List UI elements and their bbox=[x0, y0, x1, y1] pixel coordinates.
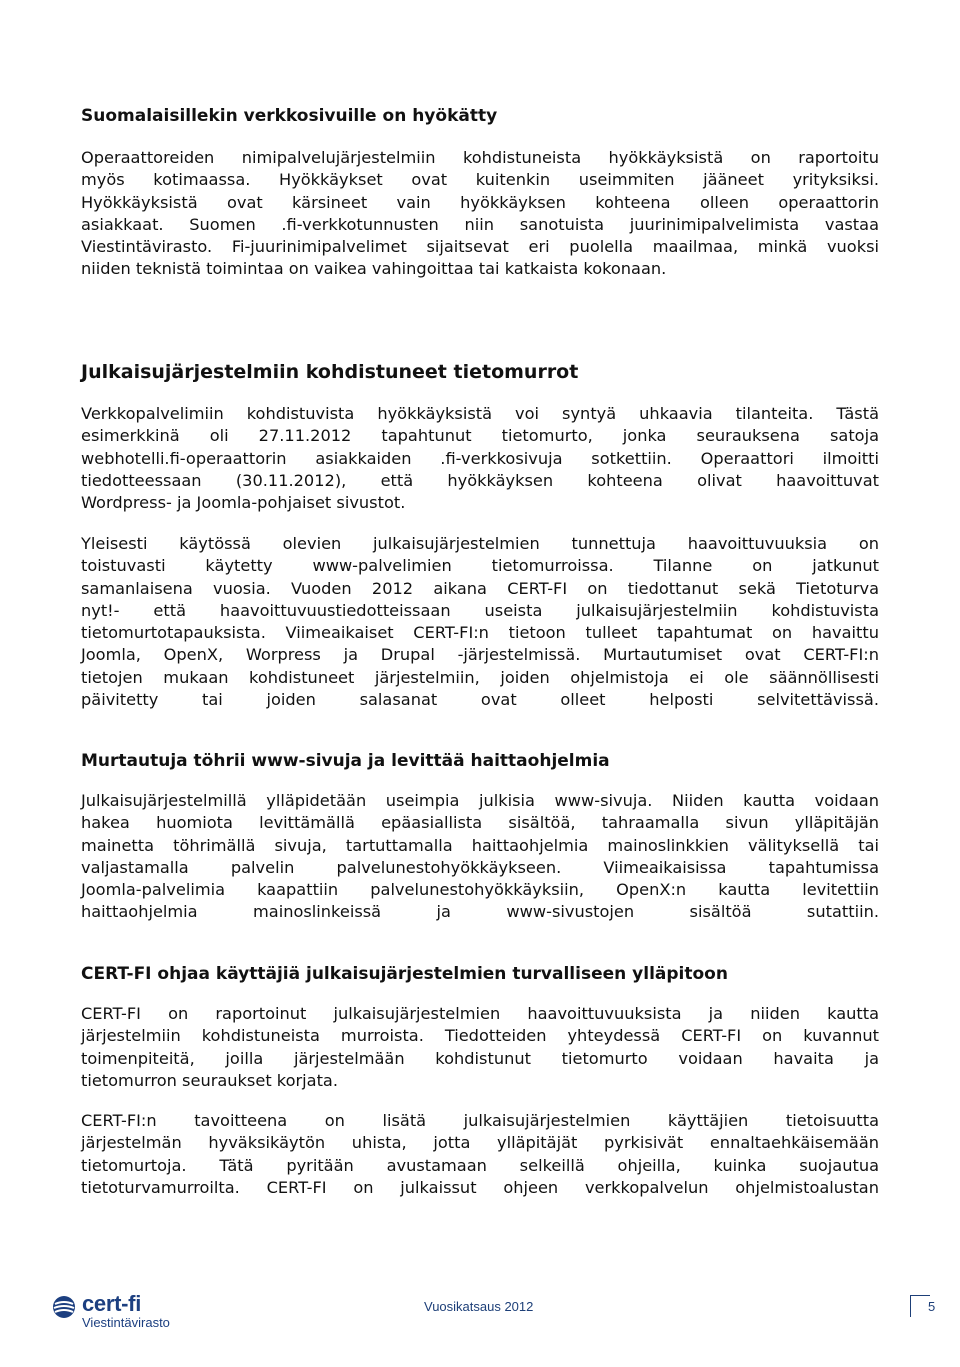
section-heading: CERT-FI ohjaa käyttäjiä julkaisujärjestelmien turvalliseen ylläpitoon bbox=[81, 964, 728, 984]
text-line: järjestelmiin kohdistuneista murroista. Tiedotteiden yhteydessä CERT-FI on kuvannut bbox=[81, 1026, 879, 1046]
paragraph bbox=[81, 1003, 879, 1092]
text-line: webhotelli.fi-operaattorin asiakkaiden .fi-verkkosivuja sotkettiin. Operaattori ilmoitti bbox=[81, 448, 879, 468]
text-line: tietojen mukaan kohdistuneet järjestelmiin, joiden ohjelmistoja ei ole säännöllisesti bbox=[81, 667, 879, 687]
text-line: toimenpiteitä, joilla järjestelmään kohdistunut tietomurto voidaan havaita ja bbox=[81, 1048, 879, 1068]
text-line: esimerkkinä oli 27.11.2012 tapahtunut tietomurto, jonka seurauksena satoja bbox=[81, 426, 879, 446]
cert-fi-logo bbox=[52, 1293, 182, 1329]
text-line: tietomurtotapauksista. Viimeaikaiset CERT-FI:n tietoon tulleet tapahtumat on havaittu bbox=[81, 623, 879, 643]
text-line: päivitetty tai joiden salasanat ovat olleet helposti selvitettävissä. bbox=[81, 690, 879, 710]
text-line: samanlaisena vuosia. Vuoden 2012 aikana CERT-FI on tiedottanut sekä Tietoturva bbox=[81, 578, 879, 598]
section-heading: Suomalaisillekin verkkosivuille on hyökätty bbox=[81, 106, 498, 126]
text-line: järjestelmän hyväksikäytön uhista, jotta ylläpitäjät pyrkisivät ennaltaehkäisemään bbox=[81, 1133, 879, 1153]
text-line: Joomla-palvelimia kaapattiin palvelunestohyökkäyksiin, OpenX:n kautta levitettiin bbox=[81, 880, 879, 900]
text-line: hakea huomiota levittämällä epäasiallista sisältöä, tahraamalla sivun ylläpitäjän bbox=[81, 813, 879, 833]
text-line: nyt!- että haavoittuvuustiedotteissaan useista julkaisujärjestelmiin kohdistuvista bbox=[81, 600, 879, 620]
text-line: Viestintävirasto. Fi-juurinimipalvelimet sijaitsevat eri puolella maailmaa, minkä vuoksi bbox=[81, 237, 879, 257]
text-line: CERT-FI:n tavoitteena on lisätä julkaisujärjestelmien käyttäjien tietoisuutta bbox=[81, 1111, 879, 1130]
text-line: Julkaisujärjestelmillä ylläpidetään useimpia julkisia www-sivuja. Niiden kautta voidaan bbox=[81, 791, 879, 810]
text-line: tietomurron seuraukset korjata. bbox=[81, 1070, 338, 1090]
logo-subtitle: Viestintävirasto bbox=[82, 1315, 170, 1330]
logo-name: cert-fi bbox=[82, 1291, 142, 1316]
paragraph bbox=[81, 1110, 879, 1199]
paragraph bbox=[81, 147, 879, 281]
page-footer bbox=[0, 1285, 960, 1335]
footer-divider bbox=[910, 1295, 930, 1296]
text-line: CERT-FI on raportoinut julkaisujärjestelmien haavoittuvuuksista ja niiden kautta bbox=[81, 1004, 879, 1023]
text-line: Yleisesti käytössä olevien julkaisujärjestelmien tunnettuja haavoittuvuuksia on bbox=[81, 534, 879, 553]
text-line: Wordpress- ja Joomla-pohjaiset sivustot. bbox=[81, 493, 406, 513]
text-line: mainetta töhrimällä sivuja, tartuttamalla haittaohjelmia mainoslinkkien välityksellä tai bbox=[81, 835, 879, 855]
text-line: tietomurtoja. Tätä pyritään avustamaan selkeillä ohjeilla, kuinka suojautua bbox=[81, 1155, 879, 1175]
page-number: 5 bbox=[928, 1299, 936, 1314]
report-title: Vuosikatsaus 2012 bbox=[424, 1299, 534, 1314]
footer-divider bbox=[910, 1295, 911, 1317]
paragraph bbox=[81, 790, 879, 924]
text-line: tietoturvamurroilta. CERT-FI on julkaissut ohjeen verkkopalvelun ohjelmistoalustan bbox=[81, 1177, 879, 1197]
text-line: Operaattoreiden nimipalvelujärjestelmiin kohdistuneista hyökkäyksistä on raportoitu bbox=[81, 148, 879, 167]
globe-icon bbox=[52, 1295, 76, 1319]
section-heading: Julkaisujärjestelmiin kohdistuneet tietomurrot bbox=[81, 361, 579, 383]
text-line: Hyökkäyksistä ovat kärsineet vain hyökkäyksen kohteena olleen operaattorin bbox=[81, 192, 879, 212]
text-line: Verkkopalvelimiin kohdistuvista hyökkäyksistä voi syntyä uhkaavia tilanteita. Tästä bbox=[81, 404, 879, 423]
text-line: niiden teknistä toimintaa on vaikea vahingoittaa tai katkaista kokonaan. bbox=[81, 259, 667, 279]
text-line: toistuvasti käytetty www-palvelimien tietomurroissa. Tilanne on jatkunut bbox=[81, 556, 879, 576]
text-line: valjastamalla palvelin palvelunestohyökkäykseen. Viimeaikaisissa tapahtumissa bbox=[81, 857, 879, 877]
section-heading: Murtautuja töhrii www-sivuja ja levittää haittaohjelmia bbox=[81, 751, 610, 771]
text-line: Joomla, OpenX, Worpress ja Drupal -järjestelmissä. Murtautumiset ovat CERT-FI:n bbox=[81, 645, 879, 665]
text-line: haittaohjelmia mainoslinkeissä ja www-sivustojen sisältöä sutattiin. bbox=[81, 902, 879, 922]
paragraph bbox=[81, 403, 879, 514]
text-line: myös kotimaassa. Hyökkäykset ovat kuitenkin useimmiten jääneet yrityksiksi. bbox=[81, 170, 879, 190]
text-line: asiakkaat. Suomen .fi-verkkotunnusten niin sanotuista juurinimipalvelimista vastaa bbox=[81, 214, 879, 234]
text-line: tiedotteessaan (30.11.2012), että hyökkäyksen kohteena olivat haavoittuvat bbox=[81, 470, 879, 490]
paragraph bbox=[81, 533, 879, 711]
